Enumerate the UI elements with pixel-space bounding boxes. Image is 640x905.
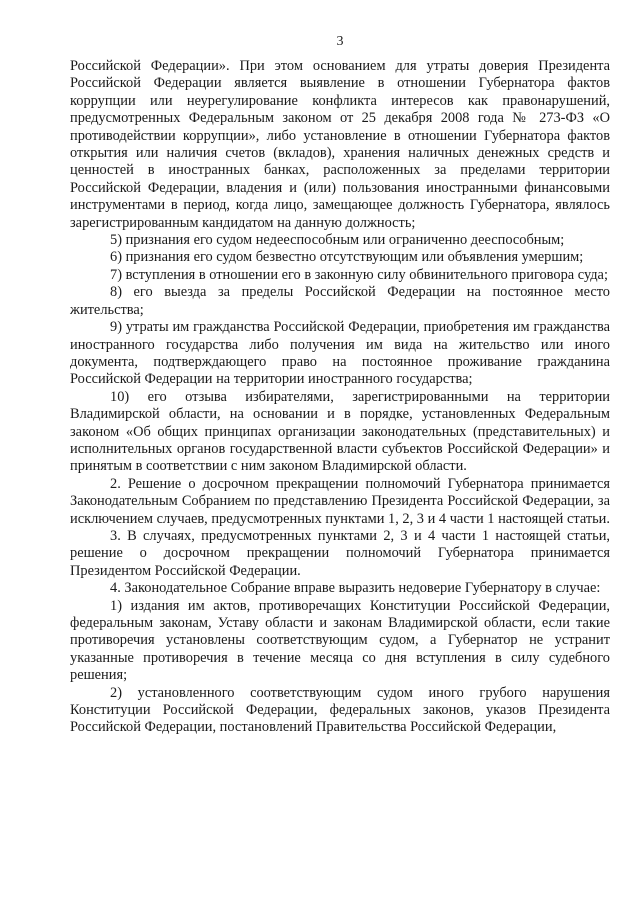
paragraph-item-10: 10) его отзыва избирателями, зарегистрированными на территории Владимирской области, на основании и в порядке, установленных Федеральным законом «Об общих принципах организации законодательных (представительных) и исполнительных органов государственной власти субъектов Российской Федерации» и принятым в соответствии с ним законом Владимирской области. <box>70 388 610 475</box>
paragraph-part-4-item-1: 1) издания им актов, противоречащих Конституции Российской Федерации, федеральным законам, Уставу области и законам Владимирской области, если такие противоречия установлены соответствующим судом, а Губернатор не устранит указанные противоречия в течение месяца со дня вступления в силу судебного решения; <box>70 597 610 684</box>
page-number: 3 <box>336 34 344 49</box>
paragraph-part-3: 3. В случаях, предусмотренных пунктами 2, 3 и 4 части 1 настоящей статьи, решение о досрочном прекращении полномочий Губернатора принимается Президентом Российской Федерации. <box>70 527 610 579</box>
paragraph-continuation: Российской Федерации». При этом основанием для утраты доверия Президента Российской Федерации является выявление в отношении Губернатора фактов коррупции или неурегулирование конфликта интересов как правонарушений, предусмотренных Федеральным законом от 25 декабря 2008 года № 273-ФЗ «О противодействии коррупции», либо установление в отношении Губернатора фактов открытия или наличия счетов (вкладов), хранения наличных денежных средств и ценностей в иностранных банках, расположенных за пределами территории Российской Федерации, владения и (или) пользования иностранными финансовыми инструментами в период, когда лицо, замещающее должность Губернатора, являлось зарегистрированным кандидатом на данную должность; <box>70 58 610 231</box>
paragraph-item-7: 7) вступления в отношении его в законную силу обвинительного приговора суда; <box>110 266 608 283</box>
paragraph-part-4: 4. Законодательное Собрание вправе выразить недоверие Губернатору в случае: <box>110 580 601 597</box>
paragraph-item-9: 9) утраты им гражданства Российской Федерации, приобретения им гражданства иностранного государства либо получения им вида на жительство или иного документа, подтверждающего право на постоянное проживание гражданина Российской Федерации на территории иностранного государства; <box>70 319 610 388</box>
paragraph-item-8: 8) его выезда за пределы Российской Федерации на постоянное место жительства; <box>70 284 610 318</box>
paragraph-item-6: 6) признания его судом безвестно отсутствующим или объявления умершим; <box>110 249 584 266</box>
paragraph-part-2: 2. Решение о досрочном прекращении полномочий Губернатора принимается Законодательным Собранием по представлению Президента Российской Федерации, за исключением случаев, предусмотренных пунктами 1, 2, 3 и 4 части 1 настоящей статьи. <box>70 475 610 527</box>
paragraph-item-5: 5) признания его судом недееспособным или ограниченно дееспособным; <box>110 232 565 249</box>
paragraph-part-4-item-2: 2) установленного соответствующим судом иного грубого нарушения Конституции Российской Федерации, федеральных законов, указов Президента Российской Федерации, постановлений Правительства Российской Федерации, <box>70 684 610 736</box>
